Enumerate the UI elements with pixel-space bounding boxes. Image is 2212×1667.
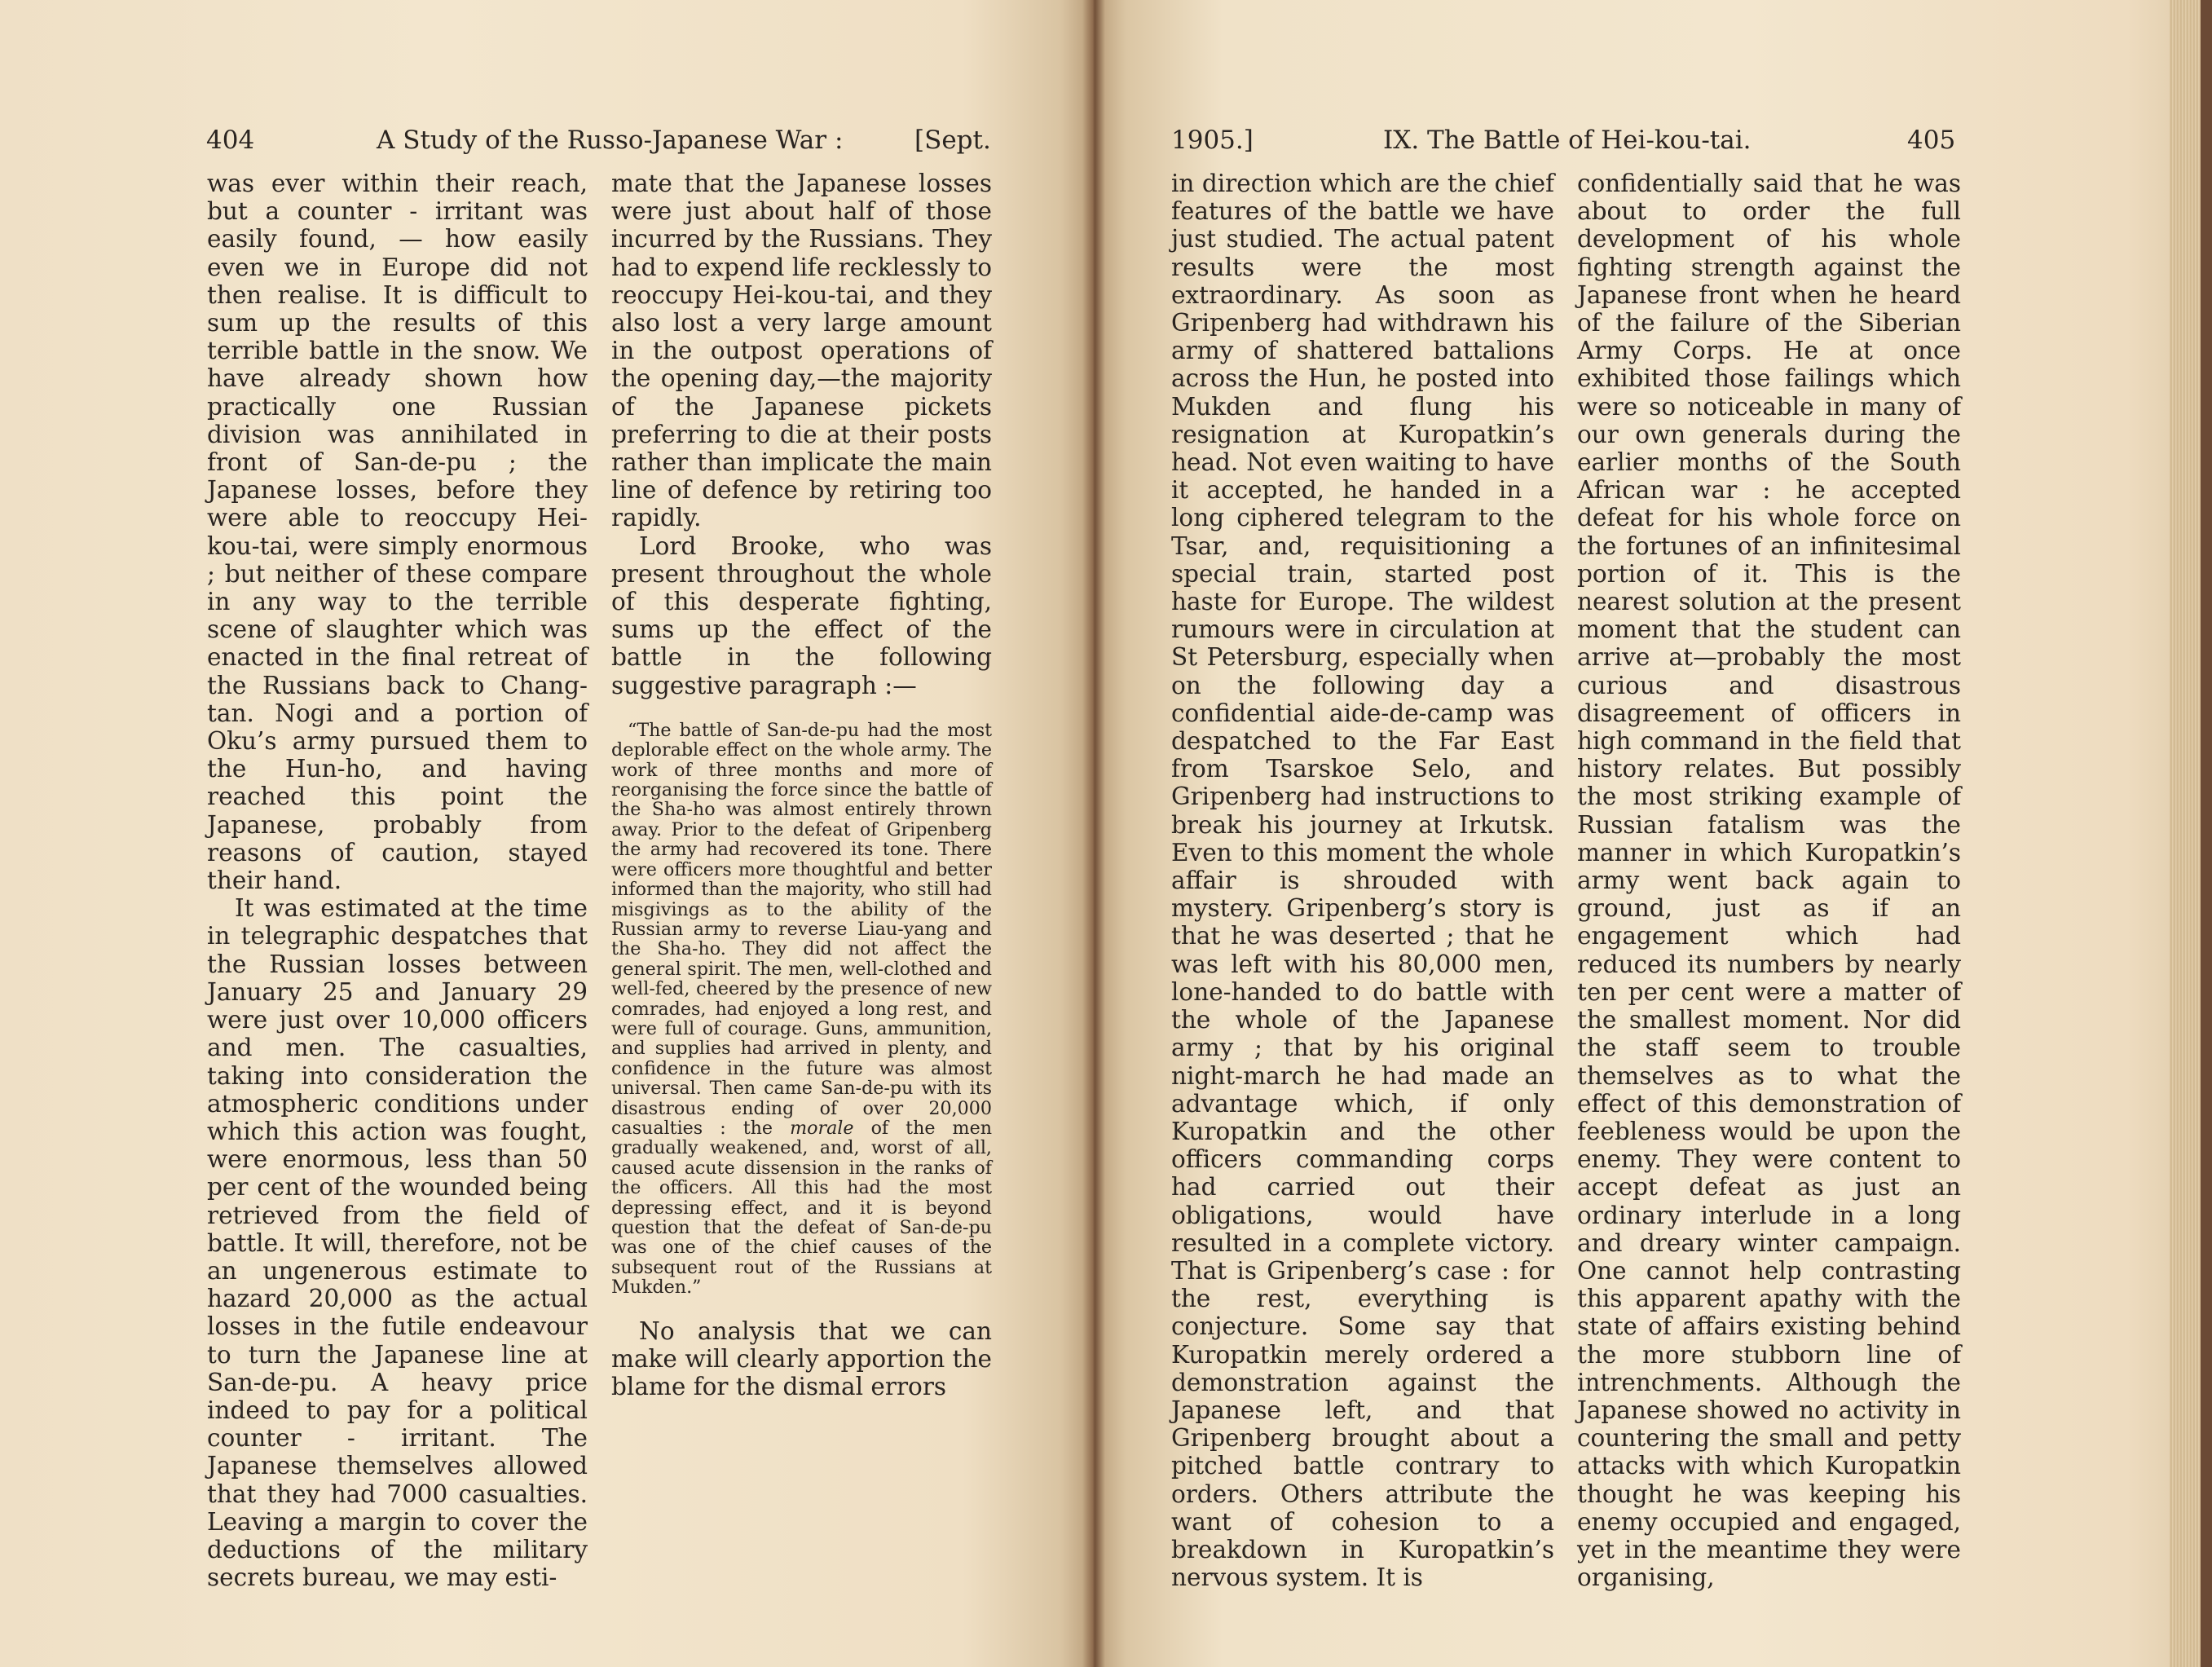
quote-text: “The battle of San-de-pu had the most deplorable effect on the whole army. The work of three months and more of reorganising the force since the battle of the Sha-ho was almost entirely thrown away. Prior to the defeat of Gripenberg the army had recovered its tone. There were officers more thoughtful and better informed than the majority, who still had misgivings as to the ability of the Russian army to reverse Liau-yang and the Sha-ho. They did not affect the general spirit. The men, well-clothed and well-fed, cheered by the presence of new comrades, had enjoyed a long rest, and were full of courage. Guns, ammunition, and supplies had arrived in plenty, and confidence in the future was almost universal. Then came San-de-pu with its disastrous ending of over 20,000 casualties : the — [611, 719, 992, 1139]
block-quote — [611, 721, 992, 1298]
paragraph: in direction which are the chief features of the battle we have just studied. The actual patent results were the most extraordinary. As soon as Gripenberg had withdrawn his army of shattered battalions across the Hun, he posted into Mukden and flung his resignation at Kuropatkin’s head. Not even waiting to have it accepted, he handed in a long ciphered telegram to the Tsar, and, requisitioning a special train, started post haste for Europe. The wildest rumours were in circulation at St Petersburg, especially when on the following day a confidential aide-de-camp was despatched to the Far East from Tsarskoe Selo, and Gripenberg had instructions to break his journey at Irkutsk. Even to this moment the whole affair is shrouded with mystery. Gripenberg’s story is that he was deserted ; that he was left with his 80,000 men, lone-handed to do battle with the whole of the Japanese army ; that by his original night-march he had made an advantage which, if only Kuropatkin and the other officers commanding corps had carried out their obligations, would have resulted in a complete victory. That is Gripenberg’s case : for the rest, everything is conjecture. Some say that Kuropatkin merely ordered a demonstration against the Japanese left, and that Gripenberg brought about a pitched battle contrary to orders. Others attribute the want of cohesion to a breakdown in Kuropatkin’s nervous system. It is — [1171, 170, 1554, 1592]
left-column-1 — [207, 170, 588, 1591]
paragraph: It was estimated at the time in telegraphic despatches that the Russian losses between January 25 and January 29 were just over 10,000 officers and men. The casualties, taking into consideration the atmospheric conditions under which this action was fought, were enormous, less than 50 per cent of the wounded being retrieved from the field of battle. It will, therefore, not be an ungenerous estimate to hazard 20,000 as the actual losses in the futile endeavour to turn the Japanese line at San-de-pu. A heavy price indeed to pay for a political counter - irritant. The Japanese themselves allowed that they had 7000 casualties. Leaving a margin to cover the deductions of the military secrets bureau, we may esti- — [207, 894, 588, 1592]
paragraph: No analysis that we can make will clearly apportion the blame for the dismal errors — [611, 1316, 992, 1401]
quote-italic-word: morale — [790, 1117, 854, 1139]
right-column-1 — [1171, 170, 1554, 1591]
page-edges — [2170, 0, 2212, 1667]
right-page — [1094, 0, 2170, 1667]
quote-text: of the men gradually weakened, and, worst of all, caused acute dissension in the ranks of the officers. All this had the most depressing effect, and it is beyond question that the defeat of San-de-pu was one of the chief causes of the subsequent rout of the Russians at Mukden.” — [611, 1117, 992, 1299]
right-date-bracket: 1905.] — [1171, 126, 1254, 155]
left-date-bracket: [Sept. — [914, 126, 991, 155]
paragraph: Lord Brooke, who was present throughout the whole of this desperate fighting, sums up the effect of the battle in the following suggestive paragraph :— — [611, 531, 992, 699]
book-gutter — [1082, 0, 1105, 1667]
paragraph: mate that the Japanese losses were just about half of those incurred by the Russians. They had to expend life recklessly to reoccupy Hei-kou-tai, and they also lost a very large amount in the outpost operations of the opening day,—the majority of the Japanese pickets preferring to die at their posts rather than implicate the main line of defence by retiring too rapidly. — [611, 170, 992, 532]
right-page-number: 405 — [1907, 126, 1956, 155]
quote-paragraph — [611, 721, 992, 1298]
right-running-title: IX. The Battle of Hei-kou-tai. — [1383, 126, 1752, 155]
right-column-2 — [1577, 170, 1961, 1591]
paragraph: confidentially said that he was about to order the full development of his whole fighting strength against the Japanese front when he heard of the failure of the Siberian Army Corps. He at once exhibited those failings which were so noticeable in many of our own generals during the earlier months of the South African war : he accepted defeat for his whole force on the fortunes of an infinitesimal portion of it. This is the nearest solution at the present moment that the student can arrive at—probably the most curious and disastrous disagreement of officers in high command in the field that history relates. But possibly the most striking example of Russian fatalism was the manner in which Kuropatkin’s army went back again to ground, just as if an engagement which had reduced its numbers by nearly ten per cent were a matter of the smallest moment. Nor did the staff seem to trouble themselves as to what the effect of this demonstration of feebleness would be upon the enemy. They were content to accept defeat as just an ordinary interlude in a long and dreary winter campaign. One cannot help contrasting this apparent apathy with the state of affairs existing behind the more stubborn line of intrenchments. Although the Japanese showed no activity in countering the small and petty attacks with which Kuropatkin thought he was keeping his enemy occupied and engaged, yet in the meantime they were organising, — [1577, 170, 1961, 1592]
left-column-2 — [611, 170, 992, 1400]
paragraph: was ever within their reach, but a counter - irritant was easily found, — how easily even we in Europe did not then realise. It is difficult to sum up the results of this terrible battle in the snow. We have already shown how practically one Russian division was annihilated in front of San-de-pu ; the Japanese losses, before they were able to reoccupy Hei-kou-tai, were simply enormous ; but neither of these compare in any way to the terrible scene of slaughter which was enacted in the final retreat of the Russians back to Chang-tan. Nogi and a portion of Oku’s army pursued them to the Hun-ho, and having reached this point the Japanese, probably from reasons of caution, stayed their hand. — [207, 170, 588, 895]
left-page-number: 404 — [206, 126, 255, 155]
left-page — [0, 0, 1094, 1667]
left-running-title: A Study of the Russo-Japanese War : — [377, 126, 844, 155]
